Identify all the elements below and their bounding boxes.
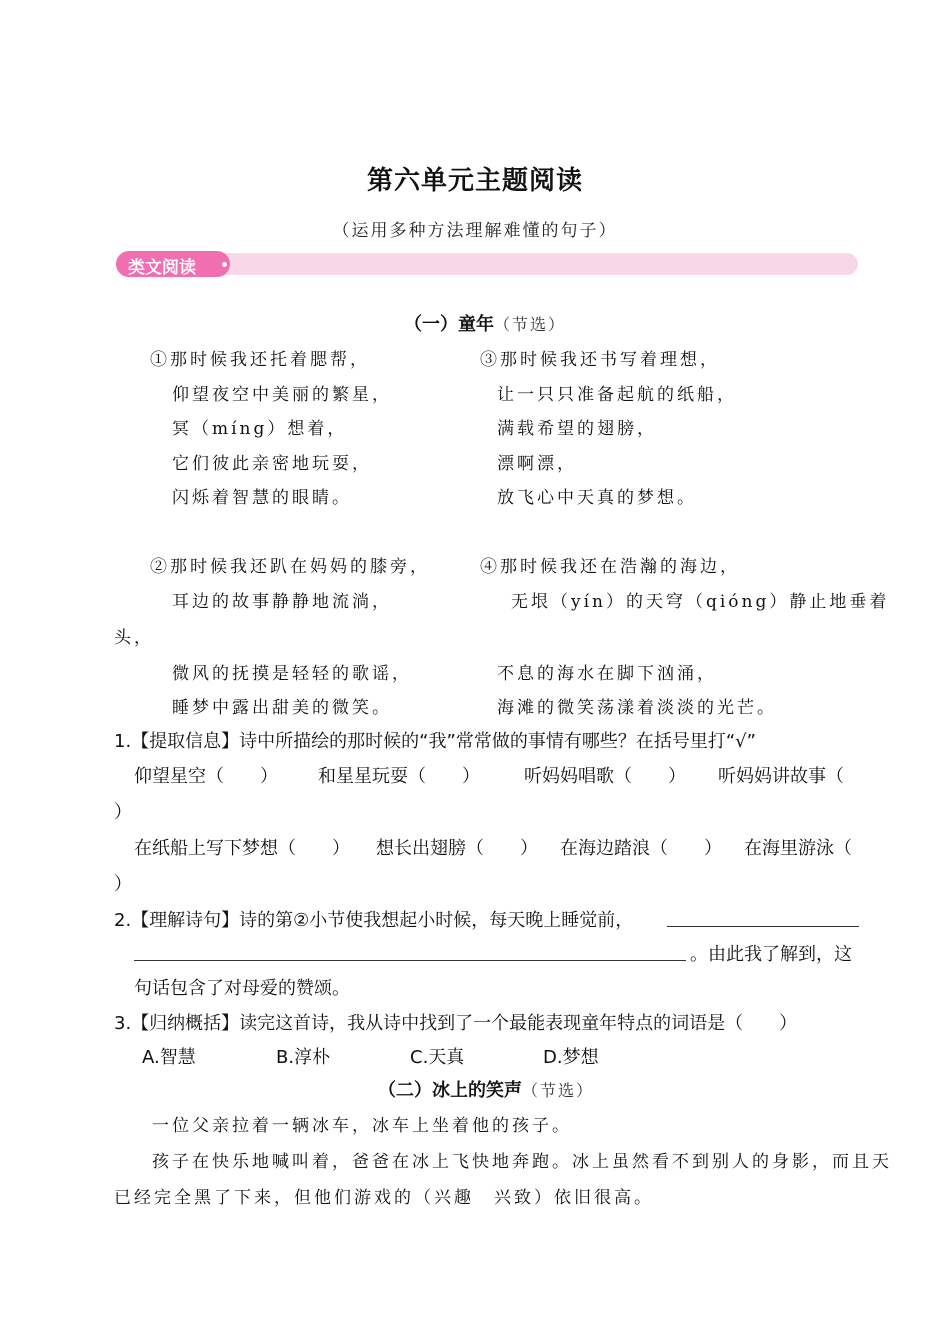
poem-line: ②那时候我还趴在妈妈的膝旁， (150, 557, 430, 577)
poem-line: 冥（míng）想着， (172, 419, 348, 439)
part1-heading (404, 310, 566, 336)
q1-choice-paper-boat[interactable]: 在纸船上写下梦想（ ） (134, 838, 350, 859)
question-2-line3: 句话包含了对母爱的赞颂。 (134, 978, 350, 999)
poem-line: 仰望夜空中美丽的繁星， (172, 385, 392, 405)
question-2-line2-end: 。由此我了解到，这 (690, 944, 852, 965)
q1-choice-wrap: ） (114, 874, 132, 895)
poem-line: 耳边的故事静静地流淌， (172, 592, 392, 612)
page-title: 第六单元主题阅读 (366, 166, 583, 196)
q1-choice-swim[interactable]: 在海里游泳（ (744, 838, 852, 859)
poem-line: 海滩的微笑荡漾着淡淡的光芒。 (497, 698, 777, 718)
part2-paragraph-2-line2: 已经完全黑了下来，但他们游戏的（兴趣 兴致）依旧很高。 (114, 1188, 654, 1208)
poem-line: 漂啊漂， (497, 454, 577, 474)
section-label: 类文阅读 (128, 258, 196, 278)
q3-option-d[interactable]: D.梦想 (543, 1047, 599, 1068)
q1-choice-wrap: ） (114, 802, 132, 823)
question-2-stem: 2.【理解诗句】诗的第②小节使我想起小时候，每天晚上睡觉前， (114, 910, 634, 931)
poem-line: 微风的抚摸是轻轻的歌谣， (172, 664, 412, 684)
q1-choice-wings[interactable]: 想长出翅膀（ ） (376, 838, 538, 859)
q1-choice-play-stars[interactable]: 和星星玩耍（ ） (318, 766, 480, 787)
poem-line: 睡梦中露出甜美的微笑。 (172, 698, 392, 718)
q1-choice-waves[interactable]: 在海边踏浪（ ） (560, 838, 722, 859)
part2-note: （节选） (522, 1081, 595, 1100)
poem-line: 闪烁着智慧的眼睛。 (172, 488, 352, 508)
part1-note: （节选） (494, 315, 567, 334)
q1-choice-mom-sing[interactable]: 听妈妈唱歌（ ） (524, 766, 686, 787)
q3-option-b[interactable]: B.淳朴 (276, 1047, 331, 1068)
part2-heading (378, 1076, 594, 1102)
poem-line: 它们彼此亲密地玩耍， (172, 454, 372, 474)
poem-line: 放飞心中天真的梦想。 (497, 488, 697, 508)
q2-answer-blank[interactable] (134, 942, 686, 961)
section-dot-icon (222, 262, 227, 267)
q3-option-c[interactable]: C.天真 (410, 1047, 465, 1068)
q3-option-a[interactable]: A.智慧 (142, 1047, 196, 1068)
poem-line: ①那时候我还托着腮帮， (150, 350, 370, 370)
page-subtitle: （运用多种方法理解难懂的句子） (332, 221, 618, 241)
question-3-stem: 3.【归纳概括】读完这首诗，我从诗中找到了一个最能表现童年特点的词语是（ ） (114, 1013, 798, 1034)
poem-line: 满载希望的翅膀， (497, 419, 657, 439)
poem-line: 让一只只准备起航的纸船， (497, 385, 737, 405)
poem-line: 无垠（yín）的天穹（qióng）静止地垂着 (511, 592, 890, 612)
poem-line: ③那时候我还书写着理想， (480, 350, 720, 370)
part2-paragraph-1: 一位父亲拉着一辆冰车，冰车上坐着他的孩子。 (152, 1116, 572, 1136)
q2-answer-blank[interactable] (667, 908, 859, 927)
poem-line: 不息的海水在脚下汹涌， (497, 664, 717, 684)
part2-title: （二）冰上的笑声 (378, 1080, 522, 1101)
part1-title: （一）童年 (404, 314, 494, 335)
poem-line: ④那时候我还在浩瀚的海边， (480, 557, 740, 577)
part2-paragraph-2-line1: 孩子在快乐地喊叫着，爸爸在冰上飞快地奔跑。冰上虽然看不到别人的身影，而且天 (152, 1152, 892, 1172)
q1-choice-stargaze[interactable]: 仰望星空（ ） (134, 766, 278, 787)
q1-choice-mom-story[interactable]: 听妈妈讲故事（ (718, 766, 844, 787)
question-1-stem: 1.【提取信息】诗中所描绘的那时候的“我”常常做的事情有哪些？在括号里打“√” (114, 731, 756, 752)
poem-line: 头， (114, 628, 154, 648)
